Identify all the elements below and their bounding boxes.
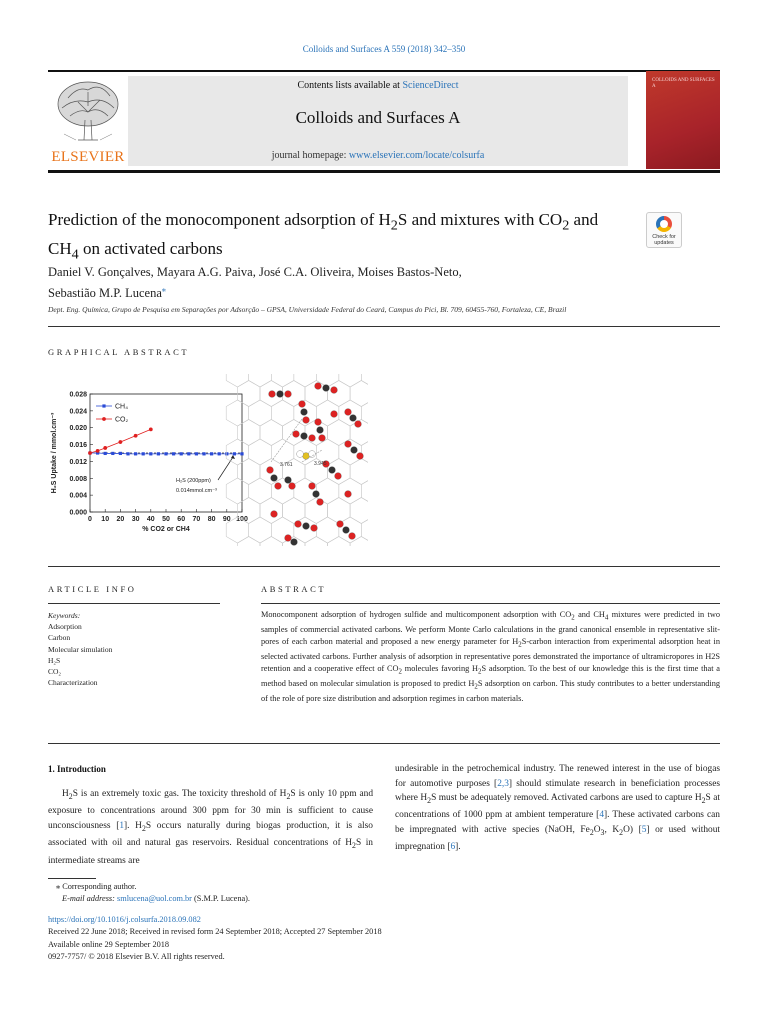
atom [267,467,274,474]
data-point [149,452,152,455]
elsevier-wordmark: ELSEVIER [51,149,125,165]
x-tick-label: 30 [131,516,140,523]
header-bottom-rule [48,170,720,173]
atom [329,467,336,474]
atom [299,401,306,408]
atom [309,435,316,442]
section-rule [48,326,720,327]
homepage-prefix: journal homepage: [271,150,349,161]
data-point [126,452,129,455]
distance-label-2: 3.945 [314,461,327,467]
atom [301,433,308,440]
graphical-abstract-heading: GRAPHICAL ABSTRACT [48,347,190,357]
atom [309,483,316,490]
legend-marker [102,404,105,407]
data-point [96,449,100,453]
atom [351,447,358,454]
x-axis-label: % CO2 or CH4 [142,526,190,533]
article-info-rule [48,603,220,604]
legend-marker [102,417,106,421]
data-point [111,452,114,455]
atom [317,499,324,506]
keyword-item: Adsorption [48,622,82,632]
atom [285,477,292,484]
cover-title: COLLOIDS AND SURFACES A [652,78,715,89]
atom [293,431,300,438]
atom [315,419,322,426]
y-tick-label: 0.024 [69,408,87,416]
sciencedirect-link[interactable]: ScienceDirect [402,80,459,91]
data-point [119,440,123,444]
data-point [187,452,190,455]
atom [289,483,296,490]
section-rule [48,743,720,744]
atom [350,415,357,422]
atom [315,383,322,390]
data-point [164,452,167,455]
intro-paragraph-1: $H_2S$ is an extremely toxic gas. The toxicity threshold of $H_2S$ is only 10 ppm and exposure to concentrations around 300 ppm for 30 min is sufficient to cause unconsciousness [1]. $H_2S$ occurs naturally during biogas production, it is also associated with oil and natural gas reservoirs. Residual concentrations of $H_2S$ in intermediate streams are [48,789,374,866]
atom [291,539,298,546]
atom [271,475,278,482]
x-tick-label: 80 [207,516,216,523]
atom [311,525,318,532]
paper-title: Prediction of the monocomponent adsorption of $H_2S$ and mixtures with $CO_2$ and $CH_4$ on activated carbons [48,210,599,263]
data-point [180,452,183,455]
data-point [240,452,243,455]
footnote-rule [48,878,96,879]
intro-column-2: undesirable in the petrochemical industry. The renewed interest in the use of biogas for automotive purposes [2,3] should stimulate research in beneficiation processes where $H_2S$ must be adequately removed. Activated carbons are used to capture $H_2S$ at concentrations of 1000 ppm at ambient temperature [4]. These activated carbons can be impregnated with active species (NaOH, $Fe_2O_3$, $K_2O$) [5] or used without impregnation [6]. [395,764,721,853]
atom [335,473,342,480]
atom [295,521,302,528]
atom [349,533,356,540]
y-tick-label: 0.016 [69,442,87,450]
y-tick-label: 0.020 [69,425,87,433]
journal-title: Colloids and Surfaces A [295,108,461,127]
data-point [233,452,236,455]
y-tick-label: 0.012 [69,458,87,466]
data-point [103,446,107,450]
atom [309,451,316,458]
footnote [48,881,250,905]
y-tick-label: 0.004 [69,492,87,500]
legend-label: CH₄ [115,403,128,411]
journal-reference[interactable]: Colloids and Surfaces A 559 (2018) 342–350 [302,44,466,54]
email-suffix: (S.M.P. Lucena). [191,894,251,903]
affiliation: Dept. Eng. Química, Grupo de Pesquisa em Separações por Adsorção – GPSA, Universidade Federal do Ceará, Campus do Pici, Bl. 709, 60455-760, Fortaleza, CE, Brazil [48,305,567,314]
atom [355,421,362,428]
keyword-item: Carbon [48,633,71,643]
lattice-hex [238,537,261,547]
reference-value-label: 0.014mmol.cm⁻³ [176,488,217,494]
check-updates-icon-center [660,220,668,228]
article-info-heading: ARTICLE INFO [48,584,137,594]
atom [269,391,276,398]
data-point [225,452,228,455]
atom [297,451,304,458]
atom [319,435,326,442]
y-tick-label: 0.000 [69,509,87,517]
x-tick-label: 100 [236,516,248,523]
keywords-heading: Keywords: [48,611,81,620]
x-tick-label: 20 [116,516,125,523]
atom [303,523,310,530]
email-label: E-mail address: [62,894,115,903]
journal-homepage [128,150,628,161]
data-point [195,452,198,455]
data-point [202,452,205,455]
data-point [157,452,160,455]
check-updates-label: Check for updates [652,234,676,246]
reference-label: H₂S (200ppm) [176,478,211,484]
keywords-block [48,610,112,688]
contents-line [128,80,628,91]
keyword-item: Molecular simulation [48,644,113,654]
uptake-chart [51,392,248,534]
abstract-heading: ABSTRACT [261,584,327,594]
authors-line-1: Daniel V. Gonçalves, Mayara A.G. Paiva, José C.A. Oliveira, Moises Bastos-Neto, [48,265,462,279]
data-point [210,452,213,455]
atom [271,511,278,518]
doi-link[interactable]: https://doi.org/10.1016/j.colsurfa.2018.09.082 [48,915,201,924]
copyright: 0927-7757/ © 2018 Elsevier B.V. All rights reserved. [48,952,225,962]
author-list [48,264,618,302]
atom [345,441,352,448]
data-point [119,452,122,455]
x-tick-label: 90 [222,516,231,523]
article-history [48,914,382,964]
atom [345,409,352,416]
data-point [134,452,137,455]
data-point [142,452,145,455]
x-tick-label: 60 [177,516,186,523]
keyword-item: H₂S [48,655,61,665]
data-point [88,451,92,455]
data-point [218,452,221,455]
corresponding-author-note: ⁎ Corresponding author. [56,882,137,891]
x-tick-label: 10 [101,516,110,523]
homepage-link[interactable]: www.elsevier.com/locate/colsurfa [348,150,485,161]
atom [323,385,330,392]
received-dates: Received 22 June 2018; Received in revised form 24 September 2018; Accepted 27 September 2018 [48,927,382,937]
email-link[interactable]: smlucena@uol.com.br [117,894,192,903]
authors-line-2: Sebastião M.P. Lucena [48,286,162,301]
graphical-abstract-svg [48,374,368,546]
atom [331,387,338,394]
atom [303,417,310,424]
atom [331,411,338,418]
data-point [104,452,107,455]
contents-prefix: Contents lists available at [297,80,403,91]
corresponding-author-mark[interactable]: ⁎ [161,285,166,294]
lattice-hex [226,374,249,387]
x-tick-label: 70 [192,516,201,523]
x-tick-label: 50 [162,516,170,523]
atom [285,391,292,398]
abstract-text: Monocomponent adsorption of hydrogen sulfide and multicomponent adsorption with $CO_2$ and $CH_4$ mixtures were predicted in two samples of commercial activated carbons. We perform Monte Carlo calculations in the grand canonical ensemble in representative slit-pores of each carbon material and proposed a new energy parameter for $H_2S$-carbon interaction from experimental adsorption heat in selected activated carbons. Further analysis of adsorption in representative pores demonstrated the importance of ultramicropores in H2S retention and a cooperative effect of $CO_2$ molecules favoring $H_2S$ adsorption. To the best of our knowledge this is the first time that a method based on molecular simulation is proposed to predict $H_2S$ adsorption on carbon. This study contributes to a better understanding of the role of pore size distribution and adsorption regimes in carbon materials. [261,610,720,704]
data-point [172,452,175,455]
atom [345,491,352,498]
distance-label-1: 3.761 [280,462,293,468]
atom [285,535,292,542]
atom [357,453,364,460]
legend-label: CO₂ [115,416,129,424]
y-axis-label: H₂S Uptake / mmol.cm⁻³ [51,412,58,494]
atom [343,527,350,534]
atom [277,391,284,398]
y-tick-label: 0.028 [69,391,87,399]
atom [313,491,320,498]
atom [301,409,308,416]
header-top-rule [48,70,720,72]
keyword-item: CO₂ [48,667,62,677]
data-point [134,434,138,438]
x-tick-label: 40 [146,516,155,523]
atom [317,427,324,434]
x-tick-label: 0 [88,516,92,523]
atom [275,483,282,490]
keyword-item: Characterization [48,678,98,688]
graphical-abstract-figure [48,374,368,546]
y-tick-label: 0.008 [69,475,87,483]
abstract-rule [261,603,720,604]
section-rule [48,566,720,567]
intro-column-1 [48,787,373,868]
available-online: Available online 29 September 2018 [48,939,170,949]
introduction-heading: 1. Introduction [48,764,106,774]
atom [337,521,344,528]
data-point [149,428,153,432]
